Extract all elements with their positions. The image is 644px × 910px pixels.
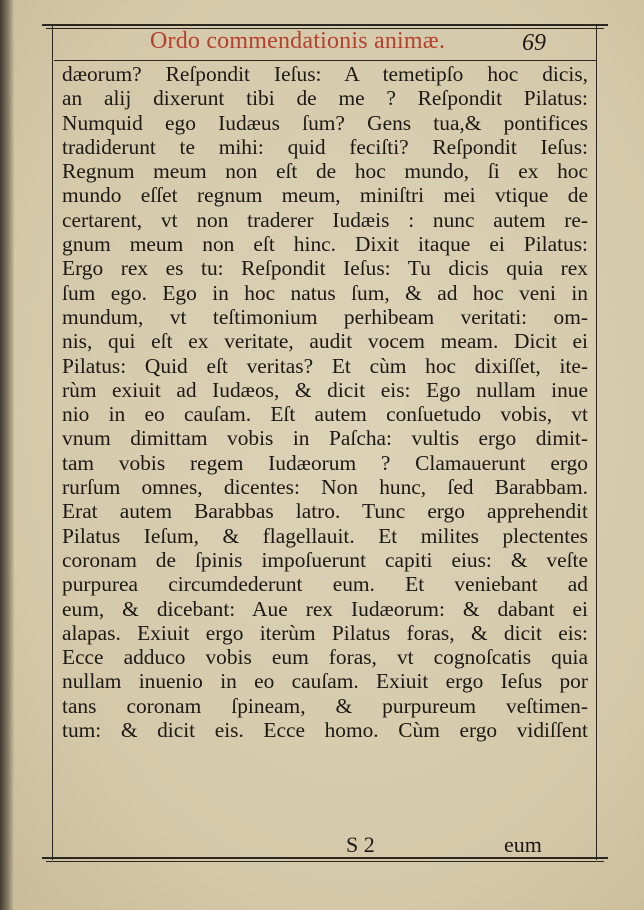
frame-top-rule (42, 24, 608, 26)
text-line: Pilatus: Quid eſt veritas? Et cùm hoc dixiſſet, ite- (62, 353, 588, 378)
text-line: Ecce adduco vobis eum foras, vt cognoſcatis quia (62, 645, 588, 670)
text-line: ſum ego. Ego in hoc natus ſum, & ad hoc veni in (62, 280, 588, 305)
frame-right-rule (596, 24, 597, 860)
text-line: tum: & dicit eis. Ecce homo. Cùm ergo vidiſſent (62, 718, 588, 743)
text-line: Regnum meum non eſt de hoc mundo, ſi ex hoc (62, 159, 588, 184)
frame-left-rule (52, 24, 53, 860)
running-head: Ordo commendationis animæ. (150, 28, 446, 54)
body-text (62, 62, 588, 742)
text-line: rùm exiuit ad Iudæos, & dicit eis: Ego nullam inue (62, 377, 588, 402)
text-line: coronam de ſpinis impoſuerunt capiti eius: & veſte (62, 547, 588, 572)
text-line: mundo eſſet regnum meum, miniſtri mei vtique de (62, 183, 588, 208)
text-line: certarent, vt non traderer Iudæis : nunc autem re- (62, 207, 588, 232)
text-line: Erat autem Barabbas latro. Tunc ergo apprehendit (62, 499, 588, 524)
text-line: gnum meum non eſt hinc. Dixit itaque ei Pilatus: (62, 232, 588, 257)
text-line: dæorum? Reſpondit Ieſus: A temetipſo hoc dicis, (62, 62, 588, 86)
book-spine-edge (0, 0, 14, 910)
text-line: nis, qui eſt ex veritate, audit vocem meam. Dicit ei (62, 329, 588, 354)
text-line: eum, & dicebant: Aue rex Iudæorum: & dabant ei (62, 596, 588, 621)
header-rule (54, 60, 596, 61)
text-line: rurſum omnes, dicentes: Non hunc, ſed Barabbam. (62, 475, 588, 500)
signature-mark: S 2 (346, 832, 375, 857)
text-line: alapas. Exiuit ergo iterùm Pilatus foras, & dicit eis: (62, 620, 588, 645)
frame-bottom-inner-rule (46, 861, 604, 862)
text-line: an alij dixerunt tibi de me ? Reſpondit Pilatus: (62, 86, 588, 111)
text-line: Ergo rex es tu: Reſpondit Ieſus: Tu dicis quia rex (62, 256, 588, 281)
text-line: Pilatus Ieſum, & flagellauit. Et milites plectentes (62, 523, 588, 548)
text-line: nio in eo cauſam. Eſt autem conſuetudo vobis, vt (62, 402, 588, 427)
catchword: eum (504, 832, 542, 857)
page-number: 69 (522, 30, 546, 56)
text-line: nullam inuenio in eo cauſam. Exiuit ergo Ieſus por (62, 669, 588, 694)
text-line: Numquid ego Iudæus ſum? Gens tua,& pontifices (62, 110, 588, 135)
text-line: tam vobis regem Iudæorum ? Clamauerunt ergo (62, 450, 588, 475)
text-line: vnum dimittam vobis in Paſcha: vultis ergo dimit- (62, 426, 588, 451)
text-line: purpurea circumdederunt eum. Et veniebant ad (62, 572, 588, 597)
text-line: tradiderunt te mihi: quid feciſti? Reſpondit Ieſus: (62, 134, 588, 159)
text-line: tans coronam ſpineam, & purpureum veſtimen- (62, 693, 588, 718)
text-line: mundum, vt teſtimonium perhibeam veritati: om- (62, 304, 588, 329)
